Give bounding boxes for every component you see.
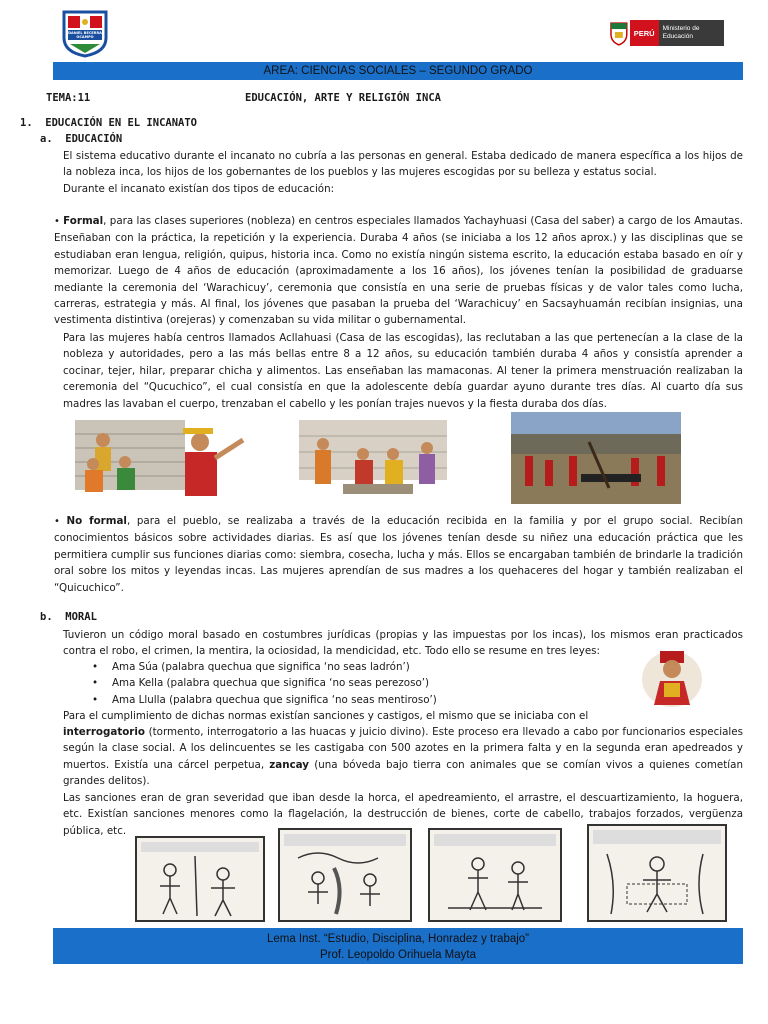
education-intro-text: El sistema educativo durante el incanato no cubría a las personas en general. Estaba dedicado de manera específica a los hijos de la nobleza inca, los hijos de los gobernantes de los pueblos y las mujeres escogidas por su belleza y estatus social.: [63, 150, 743, 179]
guaman-poma-drawing-4: [587, 824, 727, 922]
informal-education-paragraph: [54, 513, 743, 596]
moral-punishments-paragraph: Las sanciones eran de gran severidad que iban desde la horca, el apedreamiento, el arrastre, el descuartizamiento, la hoguera, etc. Existían sanciones menores como la flagelación, la destrucción de bienes, corte de cabello, trabajos forzados, vergüenza pública, etc.: [63, 792, 743, 837]
guaman-poma-drawing-1: [135, 836, 265, 922]
ministry-logo: [608, 18, 724, 48]
peru-label: PERÚ: [630, 20, 659, 46]
women-education-paragraph: Para las mujeres había centros llamados Acllahuasi (Casa de las escogidas), las reclutaban a las que pertenecían a la clase de la nobleza y autoridades, pero a las más bellas entre 8 a 12 años, su educación también duraba 4 años y consistía aprender a cocinar, tejer, hilar, preparar chicha y alimentos. Las enseñaban las mamaconas. Al tener la primera menstruación realizaban la ceremonia del “Qucuchico”, el cual consistía en que la adolescente debía guardar ayuno durante tres días. Al cuarto día sus madres las lavaban el cuerpo, trenzaban el cabello y les ponían trajes nuevos y la fiesta duraba dos días.: [63, 332, 743, 410]
law-ama-kella: • Ama Kella (palabra quechua que significa ‘no seas perezoso’): [88, 675, 628, 691]
tema-label: TEMA:11: [46, 92, 91, 104]
school-logo-text: DANIEL BECERRA OCAMPO: [68, 31, 102, 39]
footer-motto: Lema Inst. “Estudio, Disciplina, Honradez y trabajo”: [266, 933, 530, 945]
moral-intro: Tuvieron un código moral basado en costumbres jurídicas (propias y las impuestas por los incas), los mismos eran practicados contra el robo, el crimen, la mentira, la ociosidad, la mendicidad, etc. Todo ello se resume en tres leyes:: [63, 629, 743, 658]
law-ama-llulla: • Ama Llulla (palabra quechua que significa ‘no seas mentiroso’): [88, 692, 628, 708]
subsection-heading-moral: b. MORAL: [40, 611, 97, 623]
formal-education-paragraph: [54, 213, 743, 329]
formal-label: Formal: [63, 215, 104, 227]
guaman-poma-drawing-3: [428, 828, 562, 922]
peru-shield-icon: [608, 20, 630, 46]
footer-banner: [53, 928, 743, 964]
moral-sanctions-line1: Para el cumplimiento de dichas normas existían sanciones y castigos, el mismo que se iniciaba con el: [63, 710, 589, 722]
noformal-label: No formal: [66, 515, 127, 527]
bullet-icon: •: [54, 516, 67, 527]
ministry-label: Ministerio de Educación: [659, 20, 724, 46]
moral-laws-list: [88, 659, 628, 708]
inca-portrait-image: [640, 645, 704, 709]
interrogatorio-label: interrogatorio: [63, 726, 145, 738]
warachicuy-ceremony-photo: [511, 412, 681, 504]
subsection-heading-education: a. EDUCACIÓN: [40, 133, 123, 145]
page-title: EDUCACIÓN, ARTE Y RELIGIÓN INCA: [245, 92, 441, 104]
education-types-text: Durante el incanato existían dos tipos de educación:: [63, 182, 335, 195]
formal-text: , para las clases superiores (nobleza) en centros especiales llamados Yachayhuasi (Casa del saber) a cargo de los Amautas. Enseñaban con la práctica, la repetición y la experiencia. Duraba 4 años (se iniciaba a los 12 años aprox.) y las disciplinas que se estudiaban eran lengua, religión, quipus, historia inca. Como no existía ningún sistema escrito, la educación estaba basado en oír y memorizar. Luego de 4 años de educación (aproximadamente a los 16 años), los jóvenes tenían la posibilidad de graduarse mediante la ceremonia del ‘Warachicuy’, ceremonia que consistía en una serie de pruebas físicas y de valor tales como lucha, carreras, estrategia y más. Al final, los jóvenes que pasaban la prueba del ‘Warachicuy’ en Sacsayhuamán recibían insignias, una vestimenta distintiva (orejeras) y comenzaban su vida militar o gubernamental.: [54, 215, 743, 327]
interrogatorio-text: (tormento, interrogatorio a las huacas y juicio divino). Este proceso era llevado a cabo por funcionarios especiales según la clase social. A los delincuentes se les castigaba con 500 azotes en la primera falta y en la segunda eran apedreados y muertos. Existía una cárcel perpetua,: [63, 726, 743, 771]
education-intro: [63, 148, 743, 197]
acllahuasi-illustration: [293, 418, 453, 510]
law-ama-sua: • Ama Súa (palabra quechua que significa ‘no seas ladrón’): [88, 659, 628, 675]
section-heading: 1. EDUCACIÓN EN EL INCANATO: [20, 117, 198, 129]
school-logo: [60, 8, 110, 58]
amauta-teaching-illustration: [65, 418, 265, 510]
guaman-poma-drawing-2: [278, 828, 412, 922]
bullet-icon: •: [54, 216, 64, 227]
noformal-text: , para el pueblo, se realizaba a través de la educación recibida en la familia y por el grupo social. Recibían conocimientos básicos sobre actividades diarias. Es así que los jóvenes tenían desde su niñez una educación práctica que les permitiera cumplir sus funciones diarias como: siembra, cosecha, lucha y más. Ellos se encargaban también de brindarle la tradición oral sobre los mitos y leyendas incas. Las mujeres aprendían de sus madres a los quehaceres del hogar y también realizaban el “Quicuchico”.: [54, 515, 744, 594]
zancay-label: zancay: [269, 758, 310, 771]
area-banner: AREA: CIENCIAS SOCIALES – SEGUNDO GRADO: [53, 62, 743, 80]
zancay-text: (una bóveda bajo tierra con animales que se comían vivos a quienes cometían grandes delitos).: [63, 758, 743, 788]
footer-teacher: Prof. Leopoldo Orihuela Mayta: [320, 949, 476, 961]
moral-sanctions-paragraph: [63, 724, 743, 790]
